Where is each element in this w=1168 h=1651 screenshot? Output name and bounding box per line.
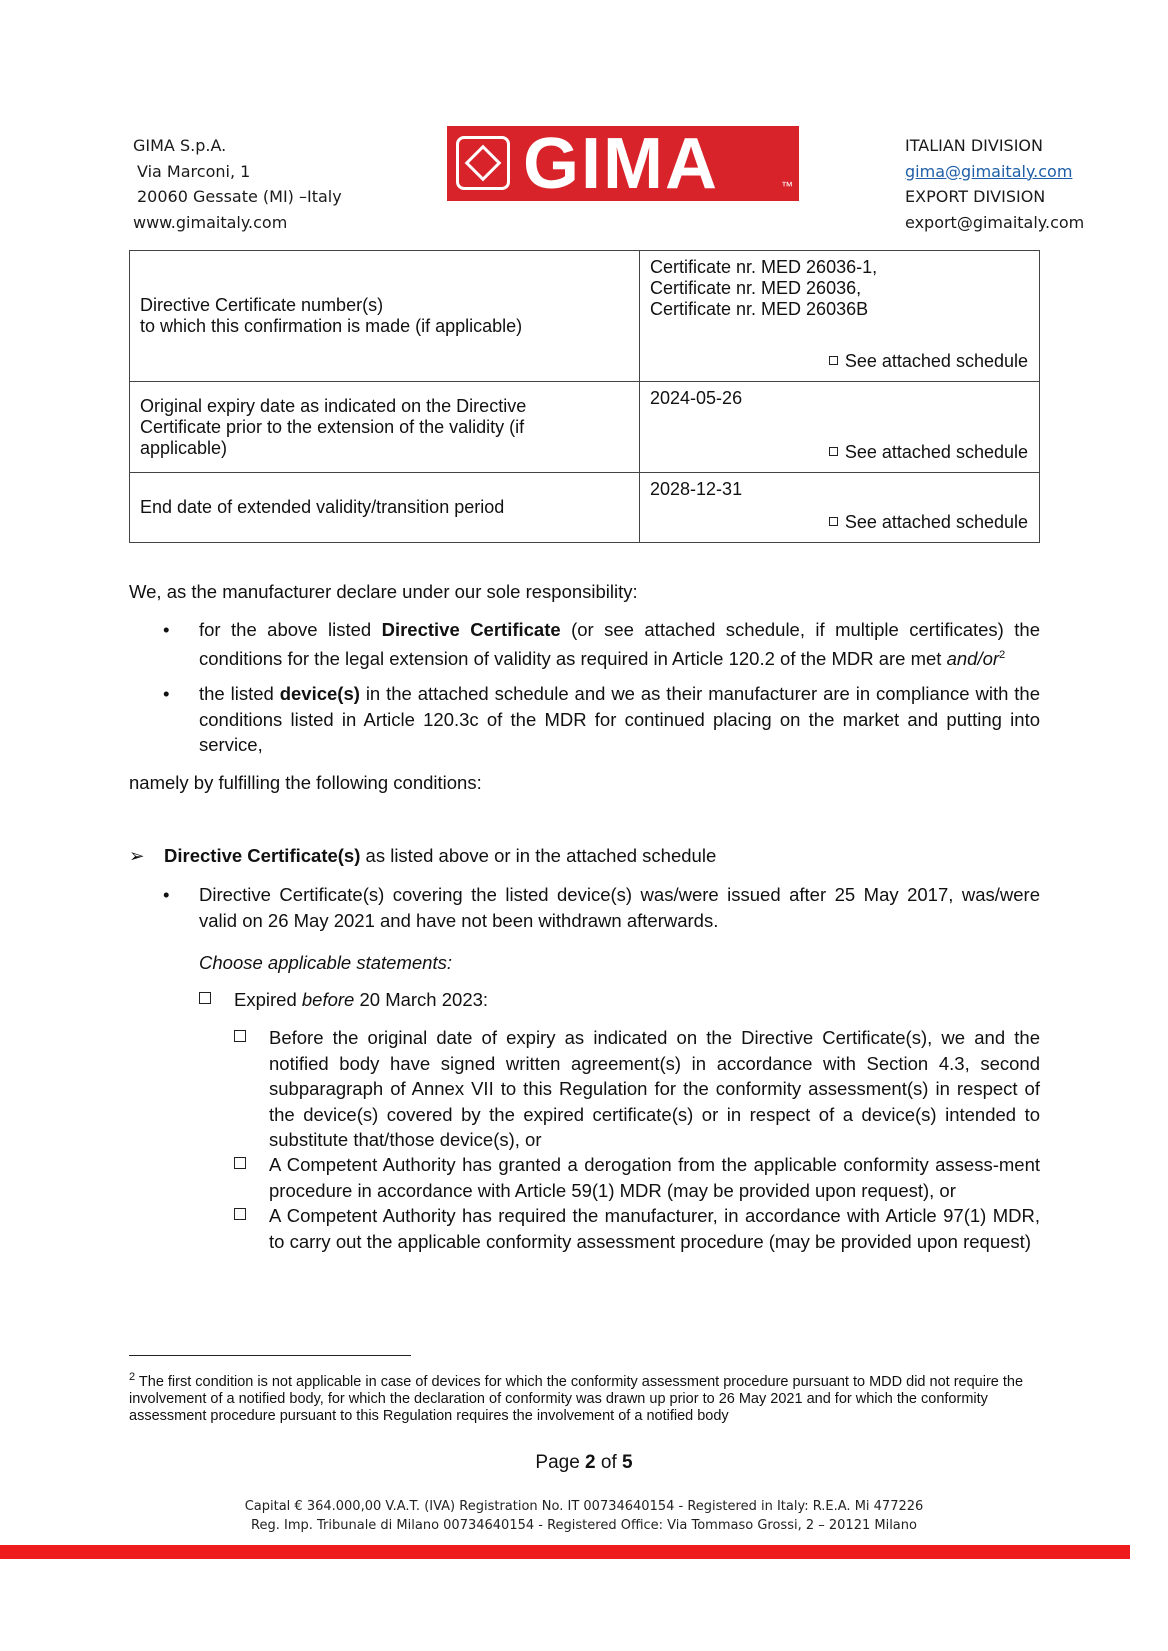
see-schedule-checkbox[interactable]: See attached schedule — [829, 442, 1028, 463]
certificate-number: Certificate nr. MED 26036-1, — [650, 257, 878, 277]
logo-wordmark: GIMA — [523, 124, 719, 204]
bullet-icon: • — [163, 619, 170, 640]
checkbox-icon — [199, 992, 211, 1004]
original-expiry-date: 2024-05-26 — [650, 388, 743, 408]
footnote: $^2$ The first condition is not applicable in case of devices for which the conformity assessment procedure pursuant to MDD did not require the involvement of a notified body, for which the declaration of conformity was drawn up prior to 26 May 2021 and for which the conformity assessment procedure pursuant to this Regulation requires the involvement of a notified body — [129, 1371, 1024, 1424]
certificate-number: Certificate nr. MED 26036, — [650, 278, 862, 298]
footnote-divider — [129, 1355, 411, 1356]
company-address — [133, 133, 342, 235]
checkbox-icon — [829, 447, 838, 456]
divisions-contact — [905, 133, 1084, 235]
company-name: GIMA S.p.A. — [133, 136, 227, 155]
export-division-label: EXPORT DIVISION — [905, 187, 1046, 206]
page-number: Page 2 of 5 — [535, 1452, 633, 1473]
certificate-table — [129, 250, 1040, 543]
extended-end-date: 2028-12-31 — [650, 479, 743, 499]
choose-statements-label: Choose applicable statements: — [199, 952, 452, 973]
export-email: export@gimaitaly.com — [905, 212, 1085, 232]
company-street: Via Marconi, 1 — [137, 161, 251, 181]
company-registration-footer: Capital € 364.000,00 V.A.T. (IVA) Registration No. IT 00734640154 - Registered in Italy: R.E.A. Mi 477226 Reg. Imp. Tribunale di Milano 00734640154 - Registered Office: Via Tommaso Grossi, 2 – 20121 Milano — [244, 1499, 924, 1533]
table-row — [130, 251, 1040, 382]
table-row — [130, 382, 1040, 473]
row-label: Directive Certificate number(s) to which this confirmation is made (if applicable) — [130, 251, 640, 382]
logo-emblem-icon — [456, 136, 510, 190]
italian-division-label: ITALIAN DIVISION — [905, 136, 1043, 155]
conditions-intro: namely by fulfilling the following conditions: — [129, 772, 482, 793]
checkbox-icon — [234, 1030, 246, 1042]
row-value — [640, 473, 1040, 543]
checkbox-icon — [829, 356, 838, 365]
intro-statement: We, as the manufacturer declare under our sole responsibility: — [129, 581, 638, 602]
see-schedule-checkbox[interactable]: See attached schedule — [829, 351, 1028, 372]
see-schedule-checkbox[interactable]: See attached schedule — [829, 512, 1028, 533]
checkbox-icon — [234, 1157, 246, 1169]
bullet-icon: • — [163, 683, 170, 704]
arrow-icon: ➢ — [129, 845, 145, 866]
gima-logo: GIMA ™ — [447, 126, 799, 201]
table-row — [130, 473, 1040, 543]
company-website: www.gimaitaly.com — [133, 212, 288, 232]
company-city: 20060 Gessate (MI) –Italy — [137, 187, 342, 206]
row-label: End date of extended validity/transition period — [130, 473, 640, 543]
row-label: Original expiry date as indicated on the Directive Certificate prior to the extension of the validity (if applicable) — [130, 382, 640, 473]
certificate-number: Certificate nr. MED 26036B — [650, 299, 869, 319]
bullet-icon: • — [163, 884, 170, 905]
checkbox-icon — [829, 517, 838, 526]
footer-red-bar — [0, 1545, 1130, 1559]
italian-email-link[interactable]: gima@gimaitaly.com — [905, 161, 1073, 181]
row-value — [640, 251, 1040, 382]
row-value — [640, 382, 1040, 473]
checkbox-icon — [234, 1208, 246, 1220]
